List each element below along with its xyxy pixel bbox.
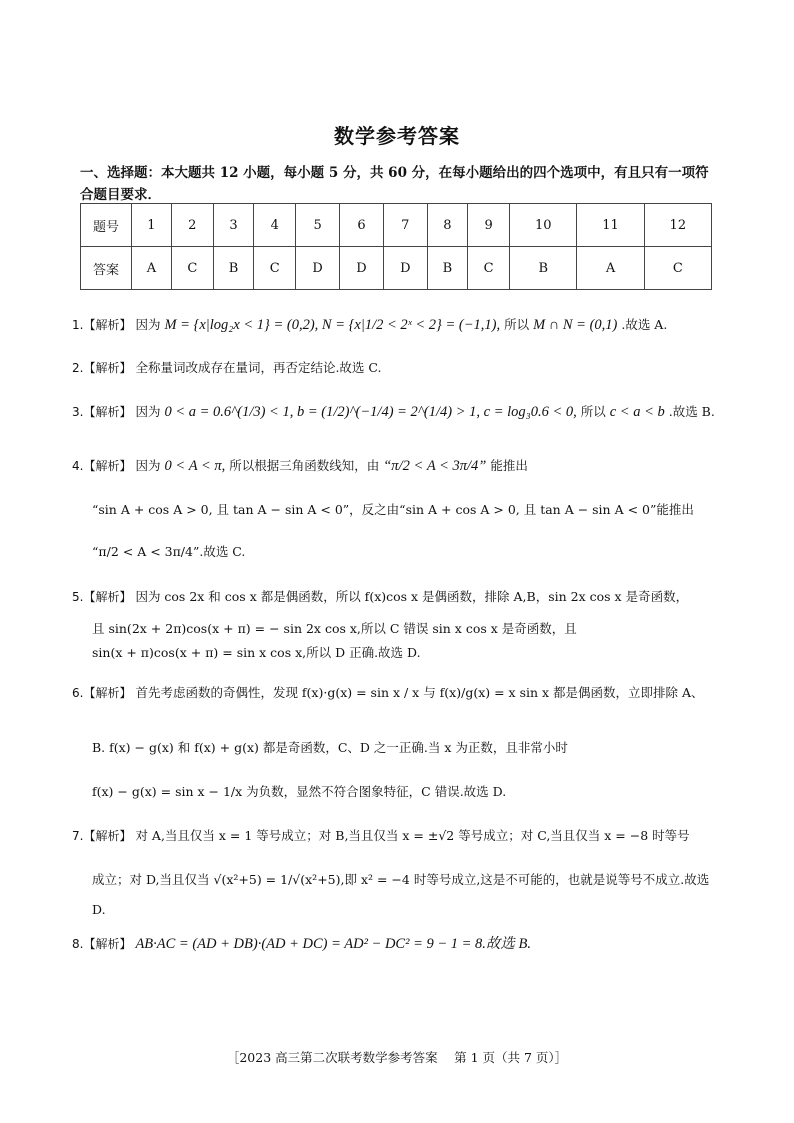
table-cell: C bbox=[254, 247, 296, 290]
solution-3 bbox=[72, 402, 715, 422]
solution-5 bbox=[72, 587, 688, 607]
table-cell: 2 bbox=[171, 204, 213, 247]
solution-label: 6.【解析】 bbox=[72, 686, 132, 700]
table-cell: 11 bbox=[577, 204, 644, 247]
table-cell: 10 bbox=[510, 204, 577, 247]
solution-6-line-2: B. f(x) − g(x) 和 f(x) + g(x) 都是奇函数，C、D 之一正确.当 x 为正数，且非常小时 bbox=[92, 740, 568, 755]
solution-4-line-2: “sin A + cos A > 0, 且 tan A − sin A < 0”，反之由“sin A + cos A > 0, 且 tan A − sin A < 0”能推出 bbox=[92, 502, 694, 517]
table-cell: A bbox=[132, 247, 172, 290]
table-cell: B bbox=[213, 247, 253, 290]
table-cell: B bbox=[427, 247, 467, 290]
text: 因为 bbox=[135, 317, 161, 332]
text: 全称量词改成存在量词，再否定结论.故选 C. bbox=[135, 360, 382, 375]
table-cell: 4 bbox=[254, 204, 296, 247]
solution-6-line-3: f(x) − g(x) = sin x − 1/x 为负数，显然不符合图象特征，C 错误.故选 D. bbox=[92, 784, 507, 799]
text: 对 A,当且仅当 x = 1 等号成立；对 B,当且仅当 x = ±√2 等号成立；对 C,当且仅当 x = −8 时等号 bbox=[135, 828, 690, 843]
table-cell: B bbox=[510, 247, 577, 290]
table-header: 答案 bbox=[81, 247, 132, 290]
solution-label: 7.【解析】 bbox=[72, 829, 132, 843]
table-cell: 6 bbox=[340, 204, 384, 247]
table-cell: 8 bbox=[427, 204, 467, 247]
solution-7-line-3: D. bbox=[92, 902, 106, 917]
table-cell: 7 bbox=[383, 204, 427, 247]
math: c < a < b bbox=[609, 404, 665, 420]
table-row bbox=[81, 247, 712, 290]
table-cell: 9 bbox=[468, 204, 510, 247]
solution-5-line-3: sin(x + π)cos(x + π) = sin x cos x,所以 D 正确.故选 D. bbox=[92, 645, 421, 660]
text: .故选 B. bbox=[668, 404, 715, 419]
table-cell: C bbox=[468, 247, 510, 290]
answer-table bbox=[80, 203, 712, 290]
math: 0 < a = 0.6^(1/3) < 1, b = (1/2)^(−1/4) = 2^(1/4) > 1, c = log₃0.6 < 0, bbox=[164, 404, 577, 420]
table-cell: 3 bbox=[213, 204, 253, 247]
solution-1 bbox=[72, 315, 667, 335]
table-cell: 5 bbox=[296, 204, 340, 247]
solution-7 bbox=[72, 826, 690, 846]
math: 0 < A < π, bbox=[164, 458, 226, 474]
math: M ∩ N = (0,1) bbox=[533, 317, 618, 333]
table-cell: D bbox=[340, 247, 384, 290]
text: .故选 A. bbox=[621, 317, 668, 332]
table-cell: D bbox=[383, 247, 427, 290]
solution-label: 5.【解析】 bbox=[72, 590, 132, 604]
text: 因为 bbox=[135, 404, 161, 419]
solution-label: 1.【解析】 bbox=[72, 318, 132, 332]
table-cell: 12 bbox=[644, 204, 711, 247]
text: 因为 bbox=[135, 458, 161, 473]
math: AB·AC = (AD + DB)·(AD + DC) = AD² − DC² = 9 − 1 = 8.故选 B. bbox=[135, 936, 532, 952]
section-heading: 一、选择题：本大题共 12 小题，每小题 5 分，共 60 分，在每小题给出的四个选项中，有且只有一项符合题目要求． bbox=[80, 165, 709, 203]
solution-2 bbox=[72, 358, 381, 378]
table-header: 题号 bbox=[81, 204, 132, 247]
page-footer: ［2023 高三第二次联考数学参考答案 第 1 页（共 7 页）］ bbox=[226, 1050, 568, 1065]
page-title: 数学参考答案 bbox=[334, 124, 460, 148]
table-cell: C bbox=[171, 247, 213, 290]
solution-8 bbox=[72, 934, 531, 954]
text: 所以 bbox=[504, 317, 530, 332]
table-cell: 1 bbox=[132, 204, 172, 247]
solution-5-line-2: 且 sin(2x + 2π)cos(x + π) = − sin 2x cos x,所以 C 错误 sin x cos x 是奇函数，且 bbox=[92, 621, 577, 636]
text: 因为 cos 2x 和 cos x 都是偶函数，所以 f(x)cos x 是偶函数，排除 A,B，sin 2x cos x 是奇函数， bbox=[135, 589, 689, 604]
solution-6 bbox=[72, 683, 704, 703]
math: “π/2 < A < 3π/4” bbox=[383, 458, 487, 474]
solution-label: 8.【解析】 bbox=[72, 937, 132, 951]
table-cell: D bbox=[296, 247, 340, 290]
solution-label: 4.【解析】 bbox=[72, 459, 132, 473]
solution-label: 2.【解析】 bbox=[72, 361, 132, 375]
table-cell: C bbox=[644, 247, 711, 290]
text: 能推出 bbox=[490, 458, 528, 473]
text: 所以 bbox=[580, 404, 606, 419]
table-cell: A bbox=[577, 247, 644, 290]
text: 首先考虑函数的奇偶性，发现 f(x)·g(x) = sin x / x 与 f(x)/g(x) = x sin x 都是偶函数，立即排除 A、 bbox=[135, 685, 704, 700]
solution-4-line-3: “π/2 < A < 3π/4”.故选 C. bbox=[92, 544, 246, 559]
math: M = {x|log₂x < 1} = (0,2), N = {x|1/2 < 2ˣ < 2} = (−1,1), bbox=[164, 317, 501, 333]
table-row bbox=[81, 204, 712, 247]
solution-4 bbox=[72, 456, 528, 476]
text: 所以根据三角函数线知，由 bbox=[229, 458, 380, 473]
solution-7-line-2: 成立；对 D,当且仅当 √(x²+5) = 1/√(x²+5),即 x² = −4 时等号成立,这是不可能的，也就是说等号不成立.故选 bbox=[92, 872, 710, 887]
solution-label: 3.【解析】 bbox=[72, 405, 132, 419]
